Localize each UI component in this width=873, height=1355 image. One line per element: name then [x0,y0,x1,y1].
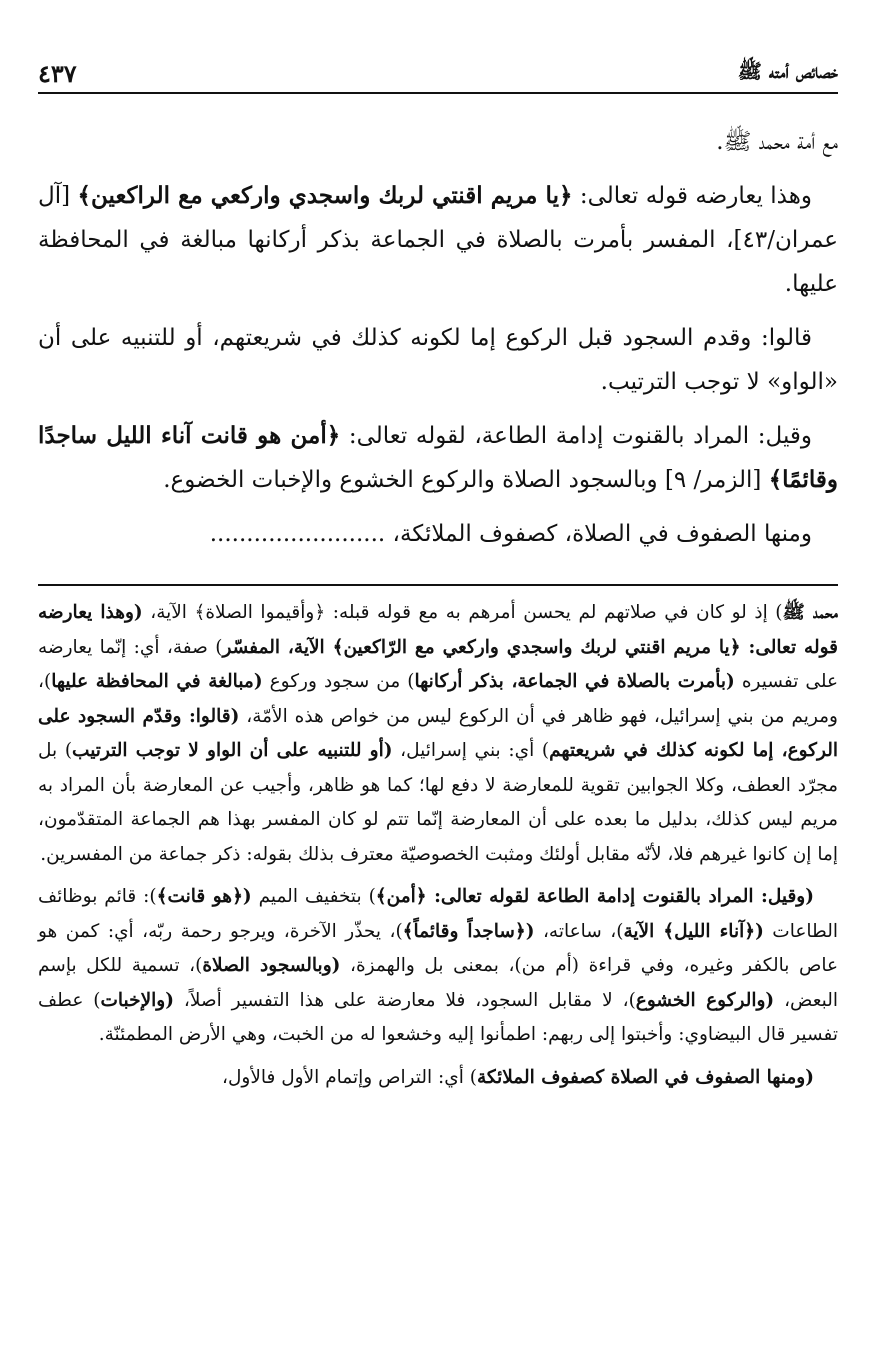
quran-quote: ﴿أمن هو قانت آناء الليل ساجدًا وقائمًا﴾ [38,422,838,493]
bold-run: (ومنها الصفوف في الصلاة كصفوف الملائكة [476,1066,814,1088]
text-run: ومنها الصفوف في الصلاة، كصفوف الملائكة، [392,521,812,547]
bold-run: (والإخبات [100,989,174,1011]
bold-run: (وهذا يعارضه قوله تعالى: ﴿يا مريم اقنتي لربك واسجدي واركعي مع الرّاكعين﴾ الآية، المفسّر [38,602,838,658]
bold-run: (أو للتنبيه على أن الواو لا توجب الترتيب [72,740,393,761]
footnote-separator [38,584,838,586]
bold-run: (بأمرت بالصلاة في الجماعة، بذكر أركانها [414,671,735,692]
text-run: )، تسمية للكل بإسم البعض، [38,955,838,1011]
book-page [38,40,838,1330]
bold-run: (وبالسجود الصلاة [202,955,341,976]
text-run: ) أي: التراص وإتمام الأول فالأول، [221,1066,477,1088]
bold-run: (وقيل: المراد بالقنوت إدامة الطاعة لقوله تعالى: ﴿أمن﴾ [375,886,814,907]
bold-run: (﴿ساجداً وقائماً﴾ [402,920,535,942]
quran-quote: ﴿يا مريم اقنتي لربك واسجدي واركعي مع الراكعين﴾ [77,182,573,209]
text-run: ): قائم بوظائف الطاعات [38,886,838,942]
text-run: ) صفة، أي: إنّما يعارضه على تفسيره [38,636,838,692]
paragraph: قالوا: وقدم السجود قبل الركوع إما لكونه كذلك في شريعتهم، أو للتنبيه على أن «الواو» لا توجب الترتيب. [38,325,838,395]
text-run: ) إذ لو كان في صلاتهم لم يحسن أمرهم به مع قوله قبله: ﴿وأقيموا الصلاة﴾ الآية، [142,602,783,623]
main-text [38,120,838,556]
text-run: )، ساعاته، [534,920,624,942]
bold-run: (﴿آناء الليل﴾ الآية [623,920,764,942]
paragraph [38,174,838,306]
paragraph [38,414,838,502]
page-number: ٤٣٧ [38,59,77,88]
text-run: ) من سجود وركوع [262,671,415,692]
text-run: وهذا يعارضه قوله تعالى: [572,183,812,209]
commentary [38,596,838,1095]
continuation-dots: ........................ [209,521,386,547]
bold-run: (والركوع الخشوع [635,989,775,1011]
bold-run: محمد ﷺ [782,602,838,623]
paragraph: مع أمة محمد ﷺ. [716,129,838,155]
bold-run: (قالوا: وقدّم السجود على الركوع، إما لكونه كذلك في شريعتهم [38,705,838,761]
commentary-paragraph [38,596,838,872]
bold-run: (مبالغة في المحافظة عليها [51,671,263,692]
text-run: ) أي: بني إسرائيل، [392,740,550,761]
text-run: وقيل: المراد بالقنوت إدامة الطاعة، لقوله تعالى: [340,423,812,449]
commentary-paragraph [38,1061,838,1096]
paragraph [38,512,838,556]
text-run: )، يحذّر الآخرة، ويرجو رحمة ربّه، أي: كمن هو عاص بالكفر وغيره، وفي قراءة (أم من)، بمعنى بل والهمزة، [38,920,838,976]
text-run: ) بتخفيف الميم [251,886,376,907]
text-run: ) بل مجرّد العطف، وكلا الجوابين تقوية للمعارضة لا دفع لها؛ كما هو ظاهر، وأجيب عن المعارضة بأن المراد به مريم ليس كذلك، بدليل ما بعده على أن المعارضة إنّما تتم لو كان المفسر بهذا هم الجماعة المتقدّمون، إما إن كانوا غيرهم فلا، لأنّه مقابل أولئك ومثبت الخصوصيّة معترف بذلك بقوله: ذكر جماعة من المفسرين. [38,740,838,865]
text-run: [الزمر/ ٩] وبالسجود الصلاة والركوع الخشوع والإخبات الخضوع. [163,467,769,493]
running-title: خصائص أمته ﷺ [737,59,838,83]
page-header [38,40,838,94]
text-run: )، ومريم من بني إسرائيل، فهو ظاهر في أن الركوع ليس من خواص هذه الأمّة، [38,671,838,727]
text-run: [آل عمران/٤٣]، المفسر بأمرت بالصلاة في الجماعة بذكر أركانها مبالغة في المحافظة عليها. [38,183,838,297]
commentary-paragraph [38,880,838,1053]
bold-run: (﴿هو قانت﴾ [156,886,252,907]
text-run: ) عطف تفسير قال البيضاوي: وأخبتوا إلى ربهم: اطمأنوا إليه وخشعوا له من الخبت، وهي الأرض المطمئنّة. [38,989,838,1045]
text-run: )، لا مقابل السجود، فلا معارضة على هذا التفسير أصلاً، [173,989,636,1011]
